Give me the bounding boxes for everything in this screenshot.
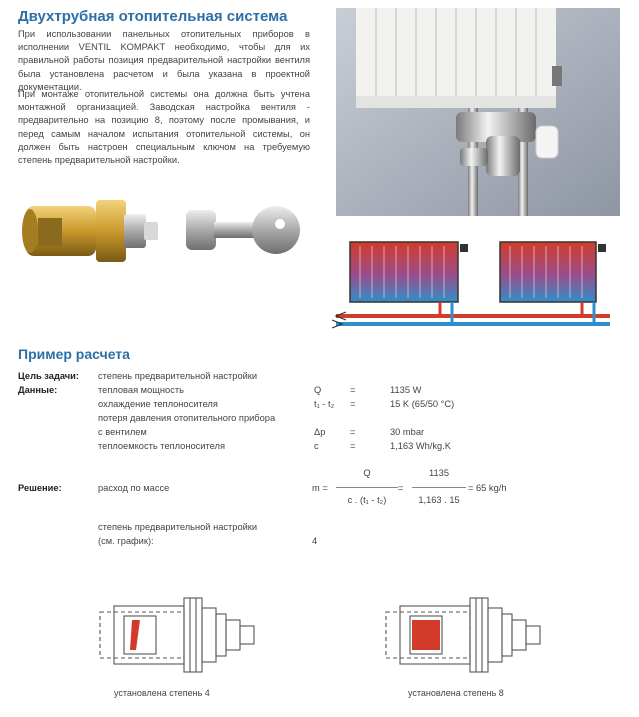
given-val-1: 15 K (65/50 °C) xyxy=(390,399,455,409)
solution-result: = 65 kg/h xyxy=(468,483,507,493)
given-sym-1: t₁ - t₂ xyxy=(314,399,335,409)
caption-setting-4: установлена степень 4 xyxy=(114,688,210,698)
preset-value: 4 xyxy=(312,536,318,546)
fraction2-numerator: 1135 xyxy=(429,468,449,478)
given-val-3: 30 mbar xyxy=(390,427,425,437)
given-eq-3: = xyxy=(350,427,356,437)
fraction2-denominator: 1,163 . 15 xyxy=(418,495,460,505)
given-eq-1: = xyxy=(350,399,356,409)
installation-paragraph: При монтаже отопительной системы она должна быть учтена монтажной организацией. Заводская настройка вентиля - предварительно на позицию 8, поэтому после промывания, и перед самым началом испытания отопительной системы, он должен быть настроен специальным ключом на требуемую степень предварительной настройки. xyxy=(18,89,310,166)
intro-paragraph: При использовании панельных отопительных приборов в исполнении VENTIL KOMPAKT необходимо, чтобы для их правильной работы позиция предварительной настройки вентиля была установлена расчетом и была указана в проектной документации. xyxy=(18,29,310,92)
given-text-2: потеря давления отопительного прибора xyxy=(98,413,276,423)
solution-label: Решение: xyxy=(18,483,62,493)
example-title: Пример расчета xyxy=(18,346,130,362)
radiator-valve-photo xyxy=(336,8,620,216)
given-text-3: с вентилем xyxy=(98,427,147,437)
given-sym-3: Δp xyxy=(314,427,326,437)
mass-flow-symbol: m = xyxy=(312,483,328,493)
fraction2-line xyxy=(412,487,466,488)
given-text-0: тепловая мощность xyxy=(98,385,184,395)
given-eq-4: = xyxy=(350,441,356,451)
given-text-1: охлаждение теплоносителя xyxy=(98,399,218,409)
given-sym-4: c xyxy=(314,441,319,451)
solution-text: расход по массе xyxy=(98,483,170,493)
given-label: Данные: xyxy=(18,385,58,395)
given-eq-0: = xyxy=(350,385,356,395)
valve-insert-setting-8-drawing xyxy=(380,592,556,676)
caption-setting-8: установлена степень 8 xyxy=(408,688,504,698)
given-sym-0: Q xyxy=(314,385,322,395)
task-text: степень предварительной настройки xyxy=(98,371,258,381)
given-val-4: 1,163 Wh/kg.K xyxy=(390,441,451,451)
valve-insert-setting-4-drawing xyxy=(94,592,270,676)
preset-text-1: степень предварительной настройки xyxy=(98,522,258,532)
section-title: Двухтрубная отопительная система xyxy=(18,8,288,25)
two-pipe-system-diagram xyxy=(330,236,622,332)
preset-text-2: (см. график): xyxy=(98,536,154,546)
fraction1-line xyxy=(336,487,398,488)
valve-insert-and-key-image xyxy=(18,188,310,283)
fraction1-numerator: Q xyxy=(363,468,371,478)
task-label: Цель задачи: xyxy=(18,371,79,381)
fraction1-denominator: c . (t₁ - t₂) xyxy=(347,495,387,505)
given-text-4: теплоемкость теплоносителя xyxy=(98,441,225,451)
solution-equals: = xyxy=(398,483,404,493)
given-val-0: 1135 W xyxy=(390,385,422,395)
